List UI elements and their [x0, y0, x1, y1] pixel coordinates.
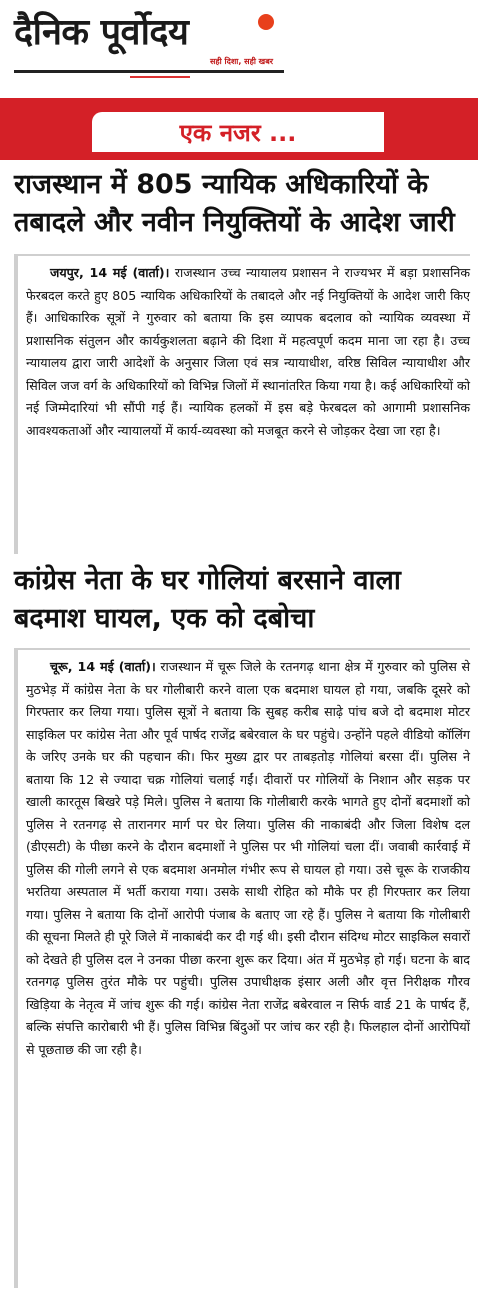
masthead-rule: [14, 70, 284, 73]
tagline: सही दिशा, सही खबर: [210, 57, 274, 66]
masthead: [0, 0, 478, 88]
article-2-body: [14, 648, 470, 1288]
section-title: एक नजर ...: [92, 112, 384, 152]
article-1-headline: [14, 166, 470, 242]
dateline: चूरू, 14 मई (वार्ता)।: [50, 659, 156, 674]
headline-line: बदमाश घायल, एक को दबोचा: [14, 603, 315, 634]
dateline: जयपुर, 14 मई (वार्ता)।: [50, 265, 170, 280]
newspaper-logo: दैनिक पूर्वोदय: [14, 12, 189, 53]
article-2-headline: [14, 562, 470, 638]
headline-line: कांग्रेस नेता के घर गोलियां बरसाने वाला: [14, 565, 401, 596]
headline-line: तबादले और नवीन नियुक्तियों के आदेश जारी: [14, 207, 455, 238]
article-paragraph: राजस्थान में चूरू जिले के रतनगढ़ थाना क्षेत्र में गुरुवार को पुलिस से मुठभेड़ में कांग्रेस नेता के घर गोलीबारी करने वाला एक बदमाश घायल हो गया, जबकि दूसरे को गिरफ्तार कर लिया गया। पुलिस सूत्रों ने बताया कि सुबह करीब साढ़े पांच बजे दो बदमाश मोटर साइकिल पर कांग्रेस नेता और पूर्व पार्षद राजेंद्र बबेरवाल के घर पहुंचे। उन्होंने पहले वीडियो कॉलिंग के जरिए उनके घर की पहचान की। फिर मुख्य द्वार पर ताबड़तोड़ गोलियां बरसा दीं। पुलिस ने बताया कि 12 से ज्यादा चक्र गोलियां चलाई गईं। दीवारों पर गोलियों के निशान और सड़क पर खाली कारतूस बिखरे पड़े मिले। पुलिस ने बताया कि गोलीबारी करके भागते हुए दोनों बदमाशों को पुलिस ने रतनगढ़ से तारानगर मार्ग पर घेर लिया। पुलिस की नाकाबंदी और जिला विशेष दल (डीएसटी) के पीछा करने के दौरान बदमाशों ने पुलिस पर भी गोलियां चला दीं। जवाबी कार्रवाई में पुलिस की गोली लगने से एक बदमाश अनमोल गंभीर रूप से घायल हो गया। उसे चूरू के राजकीय भरतिया अस्पताल में भर्ती कराया गया। उसके साथी रोहित को मौके पर ही गिरफ्तार कर लिया गया। पुलिस ने बताया कि दोनों आरोपी पंजाब के बताए जा रहे हैं। पुलिस ने बताया कि गोलीबारी की सूचना मिलते ही पूरे जिले में नाकाबंदी कर दी गई थी। इसी दौरान संदिग्ध मोटर साइकिल सवारों को देखते ही पुलिस दल ने उनका पीछा करना शुरू कर दिया। अंत में मुठभेड़ हो गई। घटना के बाद रतनगढ़ पुलिस तुरंत मौके पर पहुंची। पुलिस उपाधीक्षक इंसार अली और वृत्त निरीक्षक गौरव खिड़िया के नेतृत्व में जांच शुरू की गई। कांग्रेस नेता राजेंद्र बबेरवाल न सिर्फ वार्ड 21 के पार्षद हैं, बल्कि संपत्ति कारोबारी भी हैं। पुलिस विभिन्न बिंदुओं पर जांच कर रही है। फिलहाल दोनों आरोपियों से पूछताछ की जा रही है।: [26, 659, 470, 1057]
masthead-accent-line: [130, 76, 190, 78]
article-1-body: [14, 254, 470, 554]
article-text: [26, 262, 470, 442]
sun-icon: [258, 14, 274, 30]
headline-line: राजस्थान में 805 न्यायिक अधिकारियों के: [14, 169, 429, 200]
article-paragraph: राजस्थान उच्च न्यायालय प्रशासन ने राज्यभर में बड़ा प्रशासनिक फेरबदल करते हुए 805 न्यायिक अधिकारियों के तबादले और नई नियुक्तियों के आदेश जारी किए हैं। आधिकारिक सूत्रों ने गुरुवार को बताया कि इस व्यापक बदलाव को न्यायिक व्यवस्था में प्रशासनिक संतुलन और कार्यकुशलता बढ़ाने की दिशा में महत्वपूर्ण कदम माना जा रहा है। उच्च न्यायालय द्वारा जारी आदेशों के अनुसार जिला एवं सत्र न्यायाधीश, वरिष्ठ सिविल न्यायाधीश और सिविल जज वर्ग के अधिकारियों को विभिन्न जिलों में स्थानांतरित किया गया है। कई अधिकारियों को नई जिम्मेदारियां भी सौंपी गई हैं। न्यायिक हलकों में इस बड़े फेरबदल को आगामी प्रशासनिक आवश्यकताओं और न्यायालयों में कार्य-व्यवस्था को मजबूत करने से जोड़कर देखा जा रहा है।: [26, 265, 470, 438]
article-text: [26, 656, 470, 1061]
